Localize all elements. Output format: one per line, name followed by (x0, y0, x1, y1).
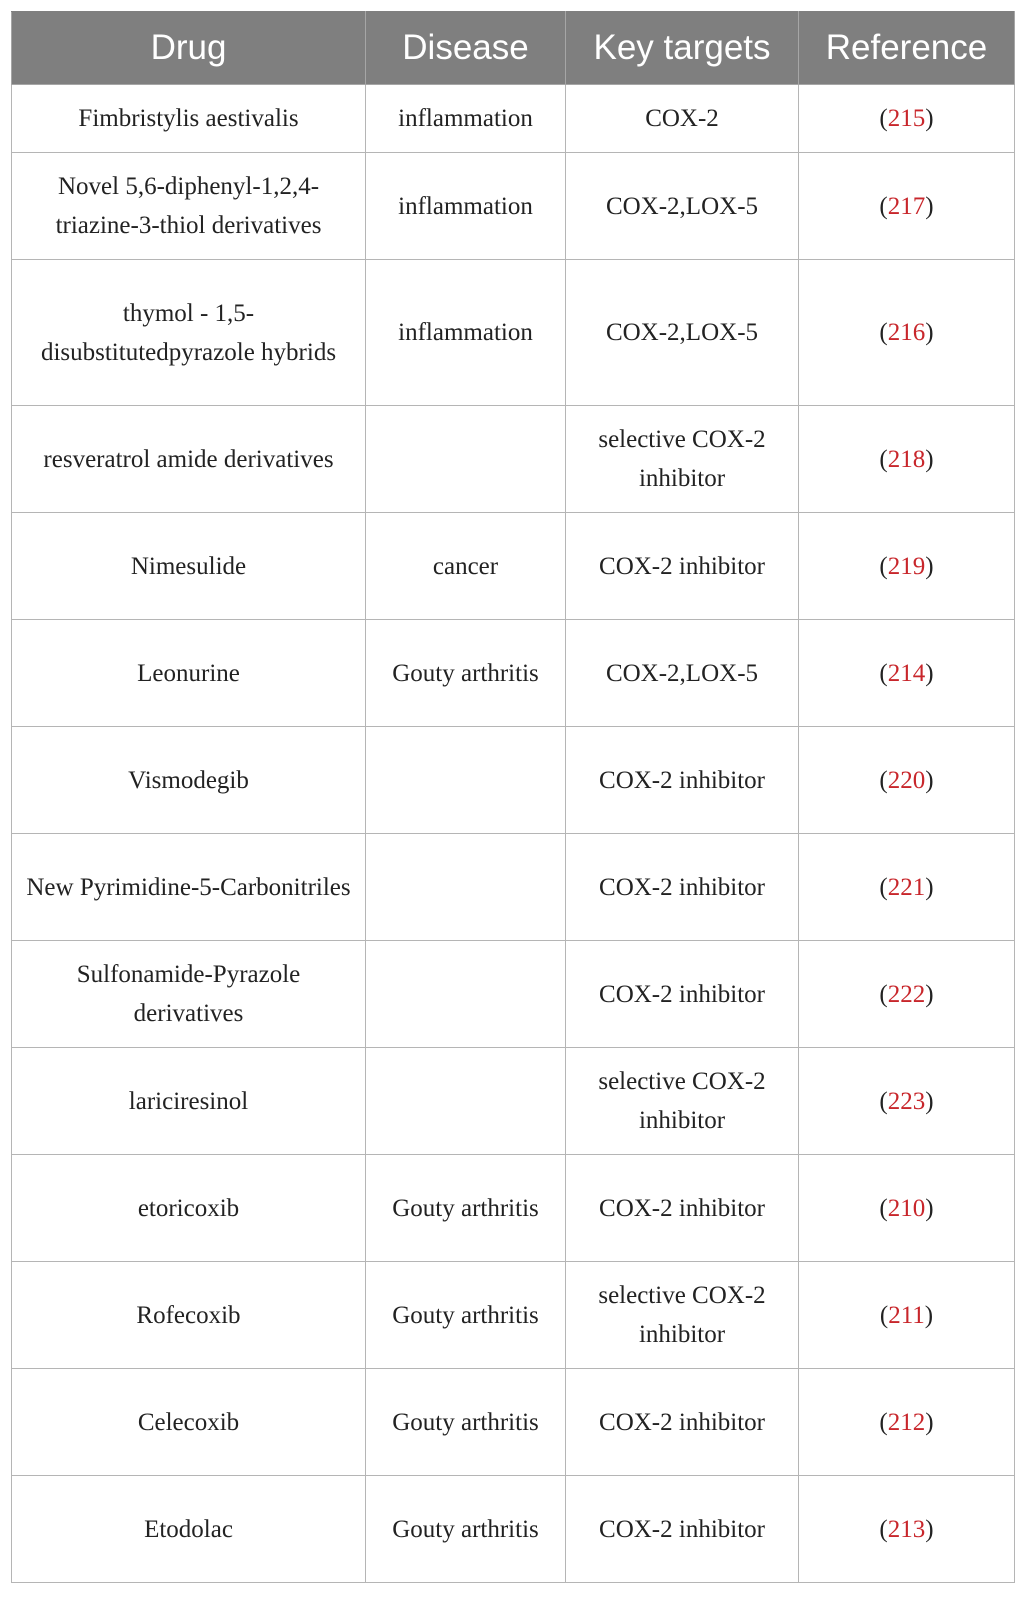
reference-link[interactable]: 212 (887, 1408, 926, 1436)
reference-cell: (223) (799, 1048, 1015, 1155)
disease-cell: Gouty arthritis (366, 1262, 566, 1369)
drug-cell: Celecoxib (12, 1369, 366, 1476)
drug-cell: Leonurine (12, 620, 366, 727)
disease-cell: inflammation (366, 85, 566, 153)
reference-link[interactable]: 223 (887, 1087, 926, 1115)
key-targets-cell: COX-2,LOX-5 (566, 620, 799, 727)
reference-cell: (210) (799, 1155, 1015, 1262)
drug-cell: Nimesulide (12, 513, 366, 620)
table-row (12, 1369, 1015, 1476)
reference-link[interactable]: 211 (888, 1301, 925, 1329)
disease-cell (366, 834, 566, 941)
drug-cell: Etodolac (12, 1476, 366, 1583)
table-row (12, 1048, 1015, 1155)
table-body (12, 85, 1015, 1583)
header-drug: Drug (12, 12, 366, 85)
disease-cell (366, 941, 566, 1048)
key-targets-cell: COX-2 inhibitor (566, 941, 799, 1048)
drug-cell: resveratrol amide derivatives (12, 406, 366, 513)
key-targets-cell: selective COX-2 inhibitor (566, 1262, 799, 1369)
reference-link[interactable]: 219 (887, 552, 926, 580)
drug-cell: Fimbristylis aestivalis (12, 85, 366, 153)
table-row (12, 941, 1015, 1048)
table-header (12, 12, 1015, 85)
drug-cell: Sulfonamide-Pyrazole derivatives (12, 941, 366, 1048)
header-reference: Reference (799, 12, 1015, 85)
table-row (12, 513, 1015, 620)
drug-cell: Novel 5,6-diphenyl-1,2,4-triazine-3-thiol derivatives (12, 153, 366, 260)
drug-table-container (11, 11, 1014, 1583)
header-key-targets: Key targets (566, 12, 799, 85)
drug-table (11, 11, 1015, 1583)
key-targets-cell: selective COX-2 inhibitor (566, 1048, 799, 1155)
reference-cell: (216) (799, 260, 1015, 406)
disease-cell: Gouty arthritis (366, 1369, 566, 1476)
reference-cell: (219) (799, 513, 1015, 620)
table-row (12, 834, 1015, 941)
reference-cell: (214) (799, 620, 1015, 727)
key-targets-cell: COX-2 (566, 85, 799, 153)
table-row (12, 260, 1015, 406)
reference-link[interactable]: 215 (887, 105, 926, 132)
drug-cell: Rofecoxib (12, 1262, 366, 1369)
disease-cell: Gouty arthritis (366, 620, 566, 727)
key-targets-cell: COX-2 inhibitor (566, 1155, 799, 1262)
header-disease: Disease (366, 12, 566, 85)
reference-link[interactable]: 218 (887, 445, 926, 473)
disease-cell: inflammation (366, 260, 566, 406)
reference-link[interactable]: 210 (887, 1194, 926, 1222)
reference-cell: (218) (799, 406, 1015, 513)
reference-link[interactable]: 216 (887, 319, 926, 346)
reference-cell: (215) (799, 85, 1015, 153)
drug-cell: etoricoxib (12, 1155, 366, 1262)
key-targets-cell: selective COX-2 inhibitor (566, 406, 799, 513)
disease-cell (366, 727, 566, 834)
header-row (12, 12, 1015, 85)
disease-cell (366, 1048, 566, 1155)
drug-cell: Vismodegib (12, 727, 366, 834)
key-targets-cell: COX-2 inhibitor (566, 1369, 799, 1476)
drug-cell: New Pyrimidine-5-Carbonitriles (12, 834, 366, 941)
reference-cell: (213) (799, 1476, 1015, 1583)
key-targets-cell: COX-2 inhibitor (566, 513, 799, 620)
reference-link[interactable]: 213 (887, 1515, 926, 1543)
reference-cell: (217) (799, 153, 1015, 260)
drug-cell: lariciresinol (12, 1048, 366, 1155)
key-targets-cell: COX-2,LOX-5 (566, 153, 799, 260)
key-targets-cell: COX-2 inhibitor (566, 1476, 799, 1583)
table-row (12, 85, 1015, 153)
table-row (12, 406, 1015, 513)
disease-cell: cancer (366, 513, 566, 620)
table-row (12, 1262, 1015, 1369)
disease-cell: inflammation (366, 153, 566, 260)
reference-link[interactable]: 222 (887, 980, 926, 1008)
key-targets-cell: COX-2,LOX-5 (566, 260, 799, 406)
key-targets-cell: COX-2 inhibitor (566, 727, 799, 834)
table-row (12, 1155, 1015, 1262)
key-targets-cell: COX-2 inhibitor (566, 834, 799, 941)
table-row (12, 727, 1015, 834)
reference-cell: (222) (799, 941, 1015, 1048)
reference-link[interactable]: 220 (887, 766, 926, 794)
reference-link[interactable]: 217 (887, 192, 926, 220)
drug-cell: thymol - 1,5-disubstitutedpyrazole hybrids (12, 260, 366, 406)
disease-cell: Gouty arthritis (366, 1155, 566, 1262)
reference-link[interactable]: 214 (887, 659, 926, 687)
table-row (12, 153, 1015, 260)
table-row (12, 620, 1015, 727)
reference-link[interactable]: 221 (887, 873, 926, 901)
disease-cell: Gouty arthritis (366, 1476, 566, 1583)
reference-cell: (220) (799, 727, 1015, 834)
table-row (12, 1476, 1015, 1583)
reference-cell: (212) (799, 1369, 1015, 1476)
disease-cell (366, 406, 566, 513)
reference-cell: (211) (799, 1262, 1015, 1369)
reference-cell: (221) (799, 834, 1015, 941)
